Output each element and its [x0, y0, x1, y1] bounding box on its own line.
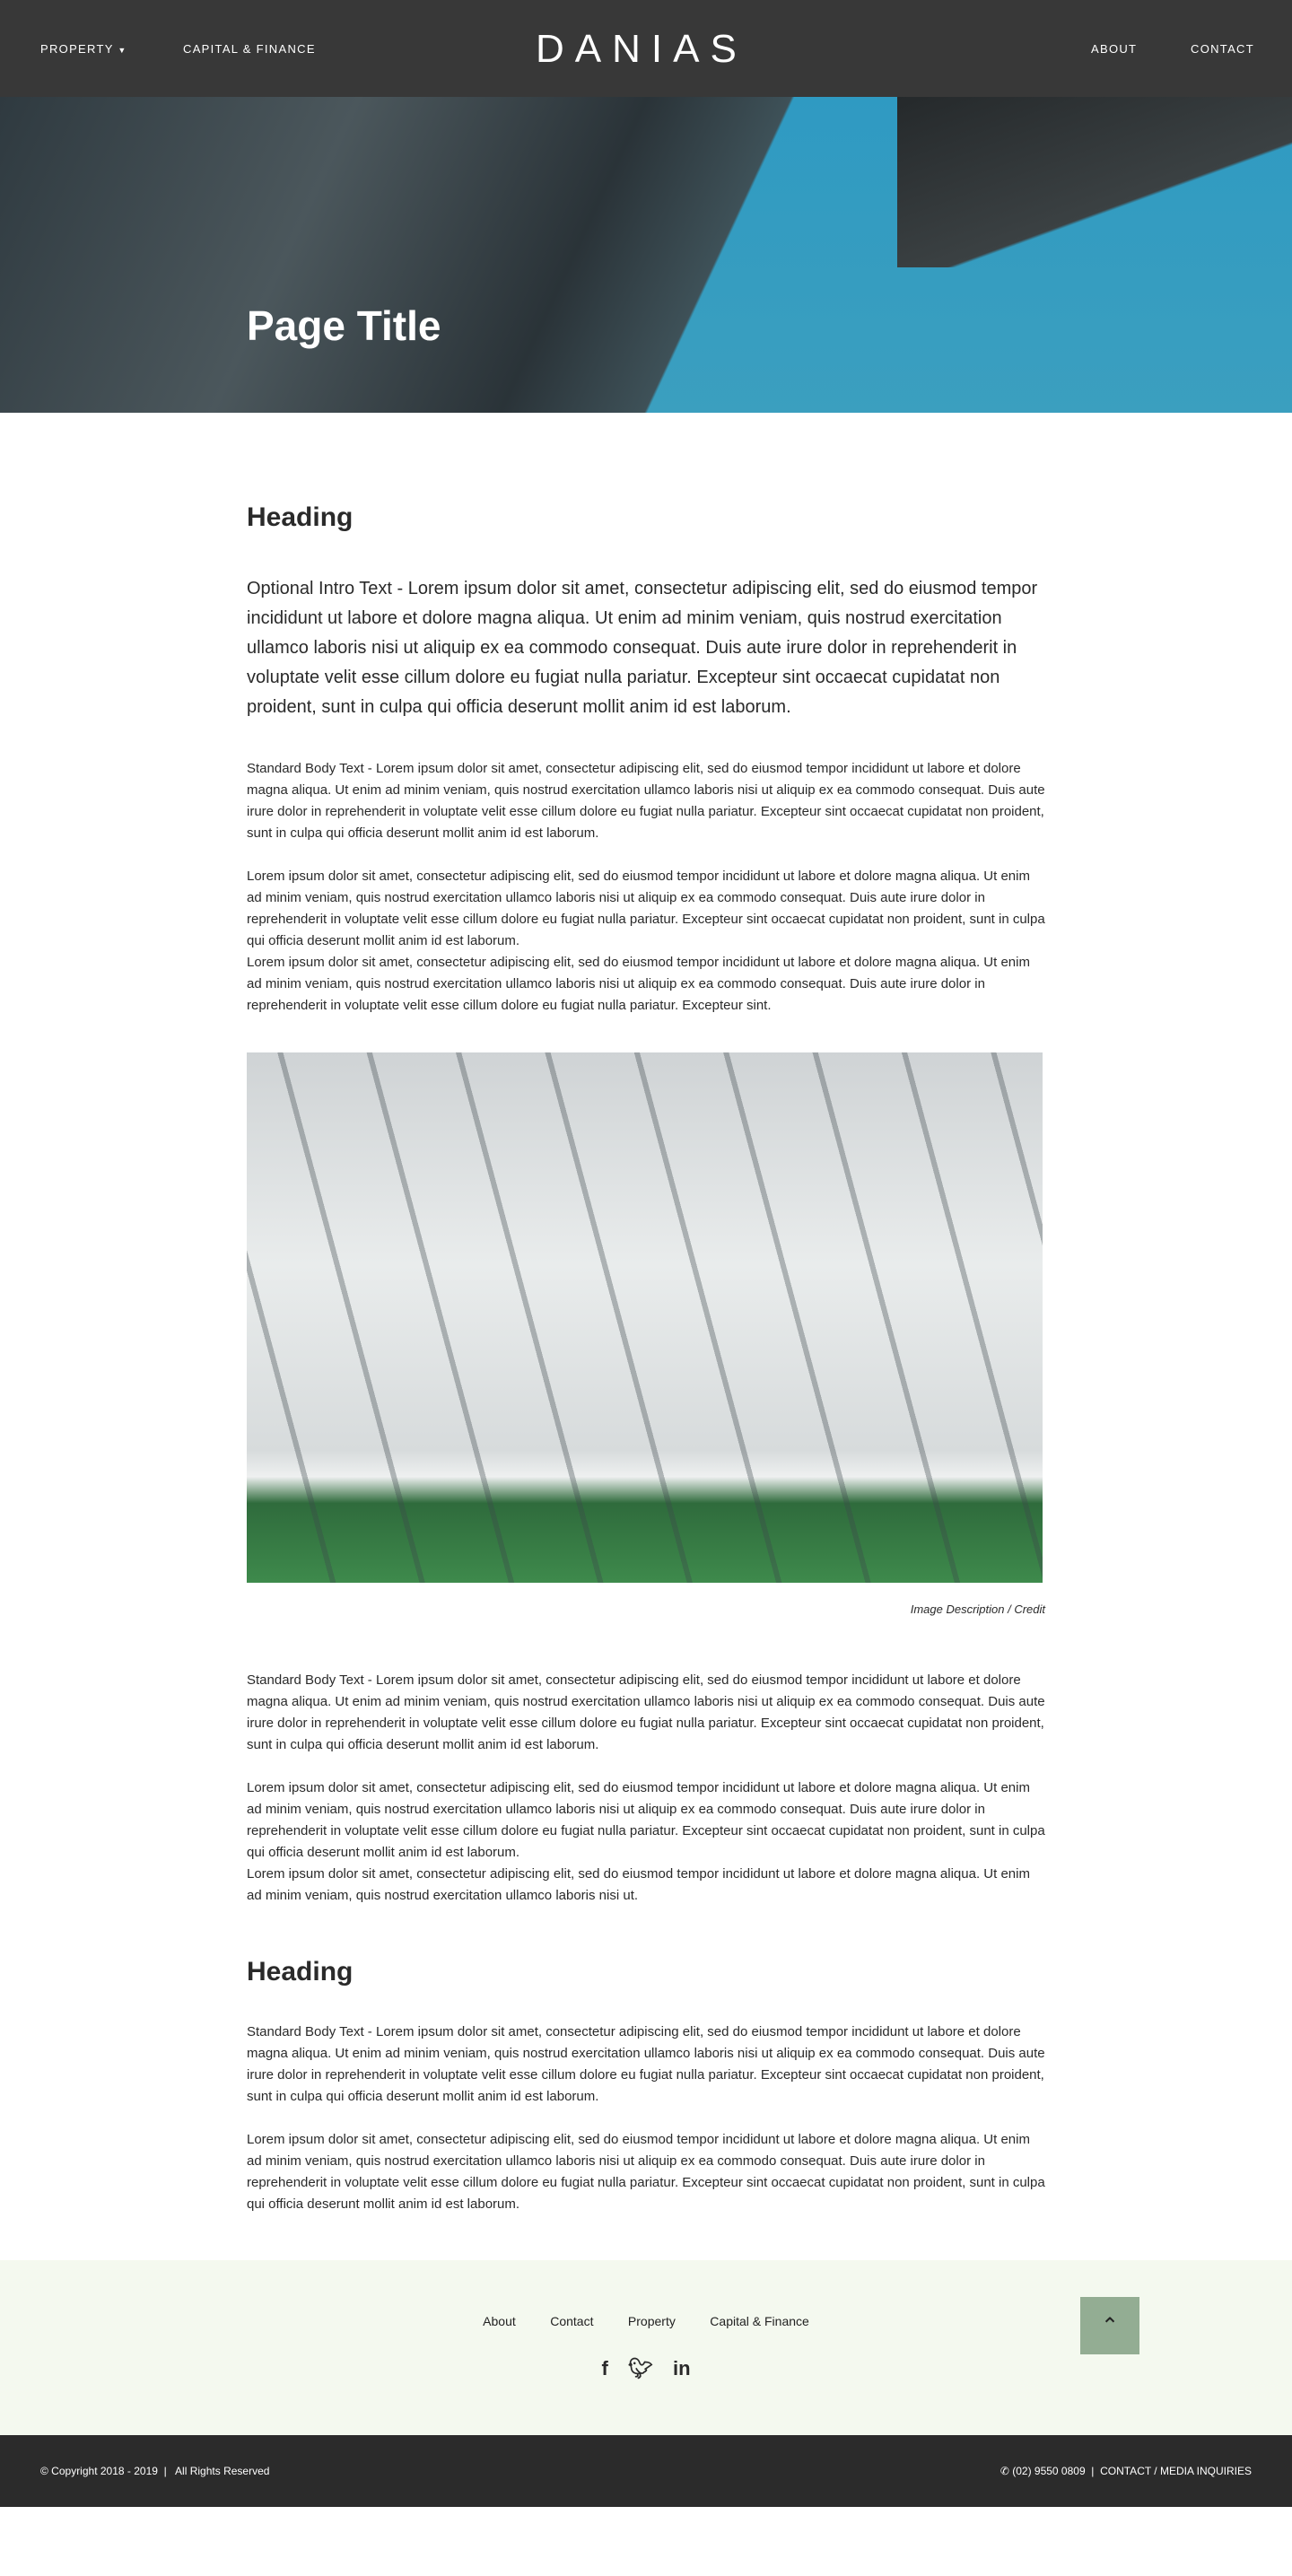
- footer-link-capital-finance[interactable]: Capital & Finance: [710, 2314, 809, 2328]
- content-image: [247, 1052, 1043, 1583]
- phone-icon: ✆: [1000, 2465, 1009, 2477]
- main-content: [247, 413, 1045, 2215]
- caret-down-icon: ▼: [118, 46, 127, 55]
- hero-banner: [0, 97, 1292, 413]
- chevron-up-icon: ⌃: [1100, 2313, 1120, 2338]
- facebook-icon[interactable]: f: [601, 2357, 608, 2380]
- body-text: Lorem ipsum dolor sit amet, consectetur adipiscing elit, sed do eiusmod tempor incididunt ut labore et dolore magna aliqua. Ut enim ad minim veniam, quis nostrud exercitation ullamco laboris nisi ut aliquip ex ea commodo consequat. Duis aute irure dolor in reprehenderit in voluptate velit esse cillum dolore eu fugiat nulla pariatur. Excepteur sint.: [247, 955, 1030, 1013]
- nav-about[interactable]: ABOUT: [1091, 42, 1138, 56]
- logo[interactable]: DANIAS: [536, 27, 747, 71]
- nav-label: PROPERTY: [40, 42, 114, 56]
- intro-text: Optional Intro Text - Lorem ipsum dolor sit amet, consectetur adipiscing elit, sed do eiusmod tempor incididunt ut labore et dolore magna aliqua. Ut enim ad minim veniam, quis nostrud exercitation ullamco laboris nisi ut aliquip ex ea commodo consequat. Duis aute irure dolor in reprehenderit in voluptate velit esse cillum dolore eu fugiat nulla pariatur. Excepteur sint occaecat cupidatat non proident, sunt in culpa qui officia deserunt mollit anim id est laborum.: [247, 579, 1038, 717]
- page-title: Page Title: [247, 302, 441, 349]
- rights-text: All Rights Reserved: [175, 2465, 270, 2477]
- hero-building-image: [897, 97, 1292, 267]
- footer-link-contact[interactable]: Contact: [550, 2314, 594, 2328]
- back-to-top-button[interactable]: [1080, 2297, 1139, 2354]
- heading: Heading: [247, 502, 354, 532]
- nav-property[interactable]: [40, 42, 127, 56]
- social-links: [0, 2357, 1292, 2380]
- body-text: Standard Body Text - Lorem ipsum dolor sit amet, consectetur adipiscing elit, sed do eiusmod tempor incididunt ut labore et dolore magna aliqua. Ut enim ad minim veniam, quis nostrud exercitation ullamco laboris nisi ut aliquip ex ea commodo consequat. Duis aute irure dolor in reprehenderit in voluptate velit esse cillum dolore eu fugiat nulla pariatur. Excepteur sint occaecat cupidatat non proident, sunt in culpa qui officia deserunt mollit anim id est laborum.: [247, 2024, 1045, 2104]
- body-text: Lorem ipsum dolor sit amet, consectetur adipiscing elit, sed do eiusmod tempor incididunt ut labore et dolore magna aliqua. Ut enim ad minim veniam, quis nostrud exercitation ullamco laboris nisi ut aliquip ex ea commodo consequat. Duis aute irure dolor in reprehenderit in voluptate velit esse cillum dolore eu fugiat nulla pariatur. Excepteur sint occaecat cupidatat non proident, sunt in culpa qui officia deserunt mollit anim id est laborum.: [247, 1780, 1045, 1860]
- heading: Heading: [247, 1957, 354, 1987]
- nav-contact[interactable]: CONTACT: [1191, 42, 1254, 56]
- body-text: Lorem ipsum dolor sit amet, consectetur adipiscing elit, sed do eiusmod tempor incididunt ut labore et dolore magna aliqua. Ut enim ad minim veniam, quis nostrud exercitation ullamco laboris nisi ut aliquip ex ea commodo consequat. Duis aute irure dolor in reprehenderit in voluptate velit esse cillum dolore eu fugiat nulla pariatur. Excepteur sint occaecat cupidatat non proident, sunt in culpa qui officia deserunt mollit anim id est laborum.: [247, 869, 1045, 948]
- image-caption: Image Description / Credit: [910, 1602, 1045, 1616]
- phone-number[interactable]: (02) 9550 0809: [1012, 2465, 1086, 2477]
- linkedin-icon[interactable]: in: [672, 2357, 691, 2380]
- nav-capital-finance[interactable]: CAPITAL & FINANCE: [183, 42, 316, 56]
- twitter-icon[interactable]: 🐦︎: [627, 2357, 653, 2380]
- footer-link-property[interactable]: Property: [627, 2314, 676, 2328]
- bottom-bar: [0, 2435, 1292, 2507]
- contact-info: ✆ (02) 9550 0809 | CONTACT / MEDIA INQUIRIES: [1000, 2465, 1252, 2477]
- site-header: [0, 0, 1292, 97]
- copyright-text: © Copyright 2018 - 2019: [40, 2465, 158, 2477]
- body-text: Lorem ipsum dolor sit amet, consectetur adipiscing elit, sed do eiusmod tempor incididunt ut labore et dolore magna aliqua. Ut enim ad minim veniam, quis nostrud exercitation ullamco laboris nisi ut.: [247, 1866, 1030, 1903]
- body-text: Standard Body Text - Lorem ipsum dolor sit amet, consectetur adipiscing elit, sed do eiusmod tempor incididunt ut labore et dolore magna aliqua. Ut enim ad minim veniam, quis nostrud exercitation ullamco laboris nisi ut aliquip ex ea commodo consequat. Duis aute irure dolor in reprehenderit in voluptate velit esse cillum dolore eu fugiat nulla pariatur. Excepteur sint occaecat cupidatat non proident, sunt in culpa qui officia deserunt mollit anim id est laborum.: [247, 1672, 1045, 1752]
- copyright: © Copyright 2018 - 2019 | All Rights Reserved: [40, 2465, 270, 2477]
- body-text: Standard Body Text - Lorem ipsum dolor sit amet, consectetur adipiscing elit, sed do eiusmod tempor incididunt ut labore et dolore magna aliqua. Ut enim ad minim veniam, quis nostrud exercitation ullamco laboris nisi ut aliquip ex ea commodo consequat. Duis aute irure dolor in reprehenderit in voluptate velit esse cillum dolore eu fugiat nulla pariatur. Excepteur sint occaecat cupidatat non proident, sunt in culpa qui officia deserunt mollit anim id est laborum.: [247, 761, 1045, 841]
- media-inquiries-link[interactable]: CONTACT / MEDIA INQUIRIES: [1100, 2465, 1252, 2477]
- footer-link-about[interactable]: About: [483, 2314, 516, 2328]
- body-text: Lorem ipsum dolor sit amet, consectetur adipiscing elit, sed do eiusmod tempor incididunt ut labore et dolore magna aliqua. Ut enim ad minim veniam, quis nostrud exercitation ullamco laboris nisi ut aliquip ex ea commodo consequat. Duis aute irure dolor in reprehenderit in voluptate velit esse cillum dolore eu fugiat nulla pariatur. Excepteur sint occaecat cupidatat non proident, sunt in culpa qui officia deserunt mollit anim id est laborum.: [247, 2132, 1045, 2212]
